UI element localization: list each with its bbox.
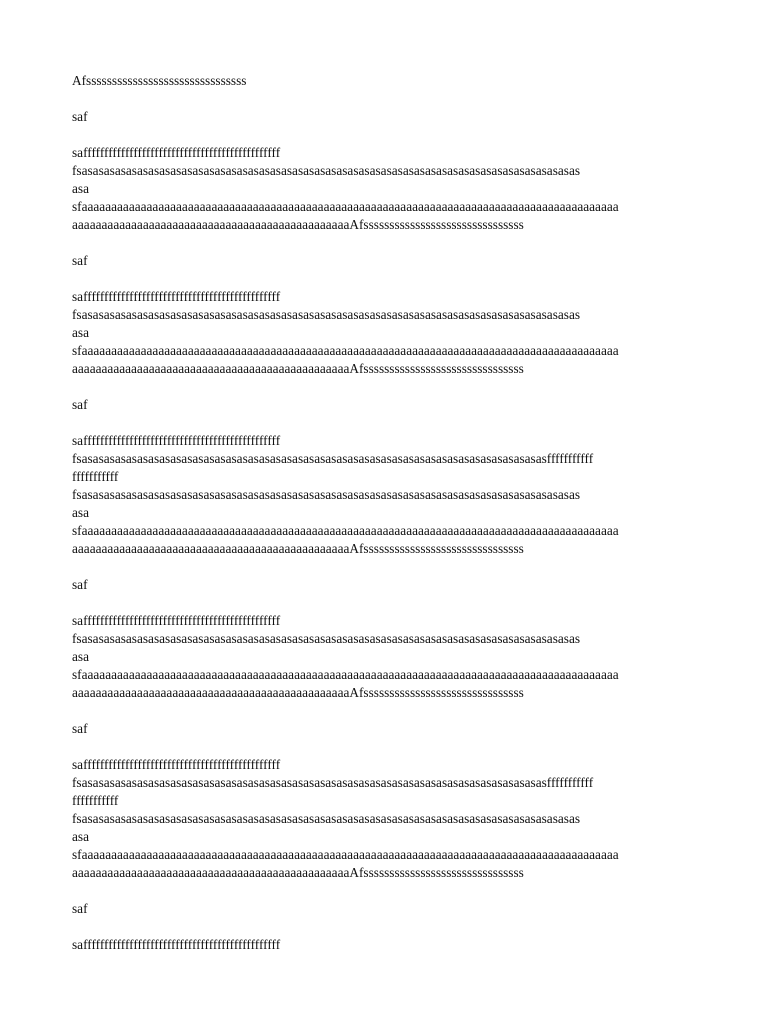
- text-line: aaaaaaaaaaaaaaaaaaaaaaaaaaaaaaaaaaaaaaaaaaaaaaaAfsssssssssssssssssssssssssssssss: [72, 361, 524, 376]
- text-line: asa: [72, 829, 89, 844]
- text-line: saf: [72, 577, 88, 592]
- text-line: fsasasasasasasasasasasasasasasasasasasasasasasasasasasasasasasasasasasasasasasasasasasasasas: [72, 163, 581, 178]
- text-line: aaaaaaaaaaaaaaaaaaaaaaaaaaaaaaaaaaaaaaaaaaaaaaaAfsssssssssssssssssssssssssssssss: [72, 217, 524, 232]
- text-line: fsasasasasasasasasasasasasasasasasasasasasasasasasasasasasasasasasasasasasasasasasasasasasas: [72, 631, 581, 646]
- paragraph-spacer: [72, 882, 698, 900]
- text-line: aaaaaaaaaaaaaaaaaaaaaaaaaaaaaaaaaaaaaaaaaaaaaaaAfsssssssssssssssssssssssssssssss: [72, 541, 524, 556]
- text-line: safffffffffffffffffffffffffffffffffffffffffffffff: [72, 289, 281, 304]
- paragraph-spacer: [72, 270, 698, 288]
- text-line: saf: [72, 253, 88, 268]
- paragraph-spacer: [72, 738, 698, 756]
- paragraph: [72, 396, 698, 414]
- text-line: aaaaaaaaaaaaaaaaaaaaaaaaaaaaaaaaaaaaaaaaaaaaaaaAfsssssssssssssssssssssssssssssss: [72, 865, 524, 880]
- text-line: fsasasasasasasasasasasasasasasasasasasasasasasasasasasasasasasasasasasasasasasasasasasasasas: [72, 811, 581, 826]
- text-line: fsasasasasasasasasasasasasasasasasasasasasasasasasasasasasasasasasasasasasasasasasasasfffffffffff: [72, 451, 594, 466]
- text-line: saf: [72, 721, 88, 736]
- text-line: aaaaaaaaaaaaaaaaaaaaaaaaaaaaaaaaaaaaaaaaaaaaaaaAfsssssssssssssssssssssssssssssss: [72, 685, 524, 700]
- paragraph: [72, 576, 698, 594]
- text-line: sfaaaaaaaaaaaaaaaaaaaaaaaaaaaaaaaaaaaaaaaaaaaaaaaaaaaaaaaaaaaaaaaaaaaaaaaaaaaaaaaaaaaaaaaaaaa: [72, 667, 619, 682]
- text-line: asa: [72, 649, 89, 664]
- paragraph-spacer: [72, 918, 698, 936]
- text-line: saf: [72, 109, 88, 124]
- text-line: safffffffffffffffffffffffffffffffffffffffffffffff: [72, 433, 281, 448]
- paragraph: [72, 72, 698, 90]
- text-line: fffffffffff: [72, 469, 119, 484]
- paragraph: [72, 720, 698, 738]
- text-line: Afsssssssssssssssssssssssssssssss: [72, 73, 247, 88]
- paragraph-spacer: [72, 558, 698, 576]
- text-line: fsasasasasasasasasasasasasasasasasasasasasasasasasasasasasasasasasasasasasasasasasasasfffffffffff: [72, 775, 594, 790]
- paragraph: [72, 252, 698, 270]
- text-line: asa: [72, 505, 89, 520]
- paragraph: [72, 288, 698, 378]
- paragraph-spacer: [72, 234, 698, 252]
- text-line: saf: [72, 901, 88, 916]
- text-line: safffffffffffffffffffffffffffffffffffffffffffffff: [72, 937, 281, 952]
- text-line: safffffffffffffffffffffffffffffffffffffffffffffff: [72, 757, 281, 772]
- paragraph-spacer: [72, 126, 698, 144]
- text-line: sfaaaaaaaaaaaaaaaaaaaaaaaaaaaaaaaaaaaaaaaaaaaaaaaaaaaaaaaaaaaaaaaaaaaaaaaaaaaaaaaaaaaaaaaaaaa: [72, 523, 619, 538]
- text-line: asa: [72, 325, 89, 340]
- paragraph: [72, 612, 698, 702]
- paragraph: [72, 756, 698, 882]
- text-line: saf: [72, 397, 88, 412]
- text-line: asa: [72, 181, 89, 196]
- paragraph-spacer: [72, 702, 698, 720]
- paragraph: [72, 144, 698, 234]
- paragraph-spacer: [72, 90, 698, 108]
- paragraph: [72, 900, 698, 918]
- paragraph: [72, 936, 698, 954]
- paragraph: [72, 108, 698, 126]
- text-line: fsasasasasasasasasasasasasasasasasasasasasasasasasasasasasasasasasasasasasasasasasasasasasas: [72, 307, 581, 322]
- paragraph-spacer: [72, 594, 698, 612]
- text-line: sfaaaaaaaaaaaaaaaaaaaaaaaaaaaaaaaaaaaaaaaaaaaaaaaaaaaaaaaaaaaaaaaaaaaaaaaaaaaaaaaaaaaaaaaaaaa: [72, 847, 619, 862]
- paragraph: [72, 432, 698, 558]
- document-page: [72, 72, 698, 954]
- text-line: safffffffffffffffffffffffffffffffffffffffffffffff: [72, 145, 281, 160]
- text-line: sfaaaaaaaaaaaaaaaaaaaaaaaaaaaaaaaaaaaaaaaaaaaaaaaaaaaaaaaaaaaaaaaaaaaaaaaaaaaaaaaaaaaaaaaaaaa: [72, 199, 619, 214]
- text-line: sfaaaaaaaaaaaaaaaaaaaaaaaaaaaaaaaaaaaaaaaaaaaaaaaaaaaaaaaaaaaaaaaaaaaaaaaaaaaaaaaaaaaaaaaaaaa: [72, 343, 619, 358]
- paragraph-spacer: [72, 378, 698, 396]
- paragraph-spacer: [72, 414, 698, 432]
- text-line: safffffffffffffffffffffffffffffffffffffffffffffff: [72, 613, 281, 628]
- text-line: fsasasasasasasasasasasasasasasasasasasasasasasasasasasasasasasasasasasasasasasasasasasasasas: [72, 487, 581, 502]
- text-line: fffffffffff: [72, 793, 119, 808]
